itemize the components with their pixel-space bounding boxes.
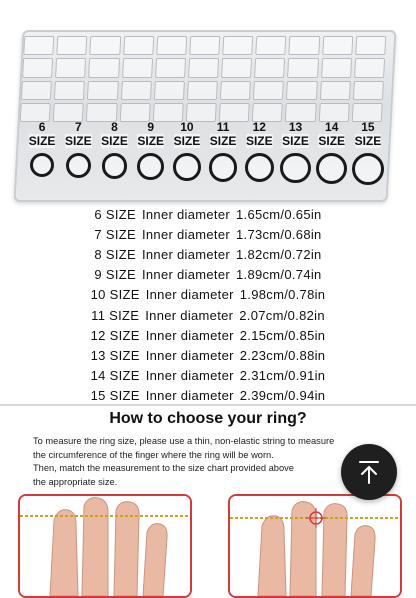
tray-slot-6 <box>24 120 60 190</box>
size-measure-label: Inner diameter <box>145 347 234 363</box>
slot-number: 15 <box>361 120 375 134</box>
tray-compartment <box>54 81 85 100</box>
size-chart-row <box>0 386 416 406</box>
size-name: 10 SIZE <box>90 287 140 303</box>
tray-compartment <box>254 58 285 77</box>
slot-number: 11 <box>216 120 230 134</box>
size-name: 14 SIZE <box>90 368 140 384</box>
size-chart-row <box>0 285 416 305</box>
size-measure-label: Inner diameter <box>141 206 230 222</box>
tray-compartment <box>88 58 119 77</box>
tray-compartment <box>320 81 351 100</box>
size-value: 1.98cm/0.78in <box>239 287 326 303</box>
slot-label: SIZE <box>245 134 273 148</box>
sizer-ring <box>352 153 384 185</box>
slot-number: 7 <box>74 120 82 134</box>
slot-label: SIZE <box>209 134 237 148</box>
size-name: 11 SIZE <box>91 307 140 323</box>
size-name: 8 SIZE <box>94 246 136 262</box>
slot-label: SIZE <box>354 134 382 148</box>
slot-number: 14 <box>325 120 339 134</box>
sizer-ring <box>245 153 274 182</box>
size-name: 12 SIZE <box>90 327 140 343</box>
size-name: 13 SIZE <box>90 347 140 363</box>
tray-compartment <box>355 36 386 55</box>
tray-slot-13 <box>277 120 313 190</box>
tray-compartment <box>55 58 86 77</box>
size-name: 15 SIZE <box>90 388 140 404</box>
howto-line: To measure the ring size, please use a thin, non-elastic string to measure <box>33 436 335 446</box>
size-chart-row <box>0 366 416 386</box>
tray-compartment <box>322 36 353 55</box>
sizer-ring <box>280 153 310 183</box>
tray-compartment <box>321 58 352 77</box>
tray-size-slots <box>24 120 386 190</box>
sizer-ring <box>30 153 54 177</box>
size-value: 1.89cm/0.74in <box>236 267 322 283</box>
size-chart-row <box>0 204 416 224</box>
size-chart-row <box>0 224 416 244</box>
slot-number: 13 <box>288 120 303 134</box>
tray-compartment <box>189 36 220 55</box>
tray-slot-10 <box>169 120 205 190</box>
hand-with-ring-illustration <box>230 496 400 596</box>
size-chart-row <box>0 244 416 264</box>
sizer-ring <box>316 153 347 184</box>
tray-compartment <box>56 36 87 55</box>
scroll-to-top-button[interactable] <box>341 444 397 500</box>
tray-compartment <box>354 58 385 77</box>
sizer-ring <box>137 153 164 180</box>
tray-compartment <box>120 81 151 100</box>
slot-number: 6 <box>38 120 46 134</box>
tray-compartment <box>22 58 53 77</box>
size-value: 2.31cm/0.91in <box>239 368 326 384</box>
tray-compartment <box>222 36 253 55</box>
tray-compartment <box>23 36 54 55</box>
slot-number: 9 <box>147 120 155 134</box>
tray-compartment <box>122 58 153 77</box>
tray-compartment <box>90 36 121 55</box>
howto-line: Then, match the measurement to the size chart provided above <box>33 463 294 473</box>
sizer-ring <box>209 153 238 182</box>
size-chart-row <box>0 325 416 345</box>
tray-compartment <box>87 81 118 100</box>
size-value: 1.82cm/0.72in <box>236 246 322 262</box>
size-chart-row <box>0 305 416 325</box>
size-measure-label: Inner diameter <box>145 388 234 404</box>
size-measure-label: Inner diameter <box>141 267 230 283</box>
measure-step-string-panel <box>18 494 192 598</box>
slot-label: SIZE <box>101 134 128 148</box>
slot-label: SIZE <box>173 134 201 148</box>
tray-slot-7 <box>60 120 96 190</box>
tray-compartment <box>123 36 154 55</box>
size-value: 1.65cm/0.65in <box>236 206 322 222</box>
sizer-ring <box>66 153 91 178</box>
howto-line: the appropriate size. <box>33 476 118 487</box>
slot-number: 8 <box>111 120 118 134</box>
tray-compartment <box>220 81 251 100</box>
tray-compartment <box>286 81 317 100</box>
slot-label: SIZE <box>137 134 165 148</box>
slot-label: SIZE <box>282 134 309 148</box>
tray-compartment <box>21 81 52 100</box>
tray-slot-14 <box>314 120 350 190</box>
size-value: 2.07cm/0.82in <box>239 307 325 323</box>
size-value: 2.23cm/0.88in <box>239 347 326 363</box>
tray-compartment <box>353 81 384 100</box>
tray-compartment <box>155 58 186 77</box>
size-name: 7 SIZE <box>94 226 136 242</box>
size-chart-row <box>0 345 416 365</box>
tray-slot-12 <box>241 120 277 190</box>
slot-number: 12 <box>252 120 266 134</box>
slot-label: SIZE <box>64 134 92 148</box>
tray-compartment <box>188 58 219 77</box>
arrow-up-to-top-icon <box>355 458 383 486</box>
hand-with-string-illustration <box>20 496 190 596</box>
size-value: 2.15cm/0.85in <box>239 327 326 343</box>
tray-compartment <box>256 36 287 55</box>
measure-step-ring-panel <box>228 494 402 598</box>
tray-slot-15 <box>350 120 386 190</box>
tray-compartment <box>154 81 185 100</box>
tray-slot-9 <box>133 120 169 190</box>
size-measure-label: Inner diameter <box>145 368 234 384</box>
size-measure-label: Inner diameter <box>145 327 234 343</box>
section-divider <box>0 404 416 406</box>
size-measure-label: Inner diameter <box>145 287 234 303</box>
howto-line: the circumference of the finger where the ring will be worn. <box>33 449 274 460</box>
tray-compartments <box>20 36 387 122</box>
tray-slot-8 <box>96 120 132 190</box>
size-name: 9 SIZE <box>94 267 136 283</box>
tray-slot-11 <box>205 120 241 190</box>
size-measure-label: Inner diameter <box>141 226 230 242</box>
slot-label: SIZE <box>318 134 346 148</box>
size-measure-label: Inner diameter <box>145 307 234 323</box>
size-value: 1.73cm/0.68in <box>236 226 322 242</box>
tray-compartment <box>221 58 252 77</box>
size-chart-row <box>0 265 416 285</box>
tray-compartment <box>156 36 187 55</box>
slot-label: SIZE <box>28 134 56 148</box>
sizer-ring <box>173 153 201 181</box>
size-name: 6 SIZE <box>94 206 136 222</box>
tray-compartment <box>187 81 218 100</box>
tray-compartment <box>288 58 319 77</box>
tray-compartment <box>289 36 320 55</box>
sizer-ring <box>102 153 128 179</box>
tray-compartment <box>253 81 284 100</box>
size-measure-label: Inner diameter <box>141 246 230 262</box>
howto-instructions <box>33 435 388 489</box>
size-chart <box>0 204 416 406</box>
howto-title: How to choose your ring? <box>109 410 307 427</box>
slot-number: 10 <box>180 120 194 134</box>
size-value: 2.39cm/0.94in <box>239 388 326 404</box>
